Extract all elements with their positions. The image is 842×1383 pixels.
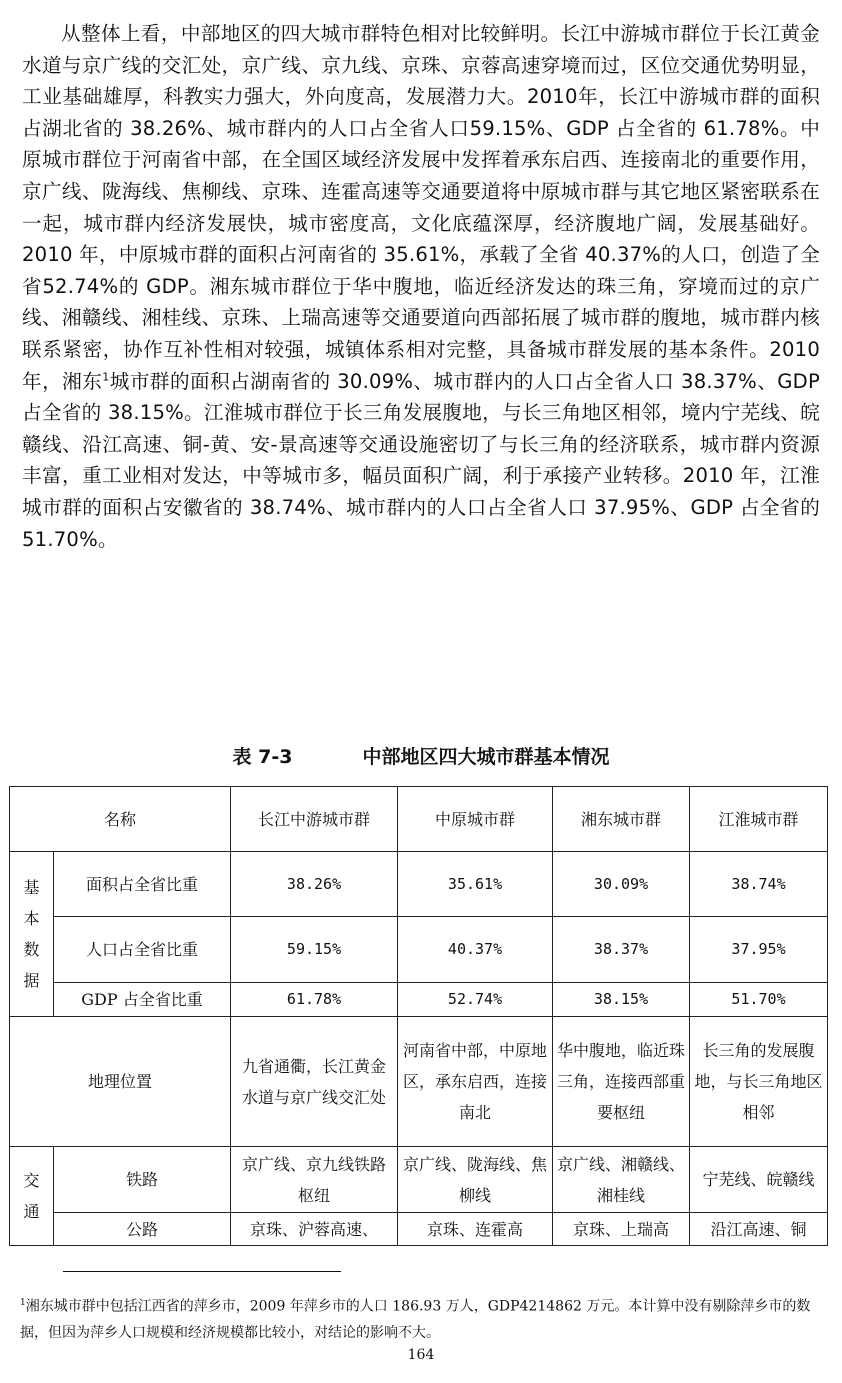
cell-value: 59.15% xyxy=(231,917,398,983)
paragraph-text-part2: 城市群的面积占湖南省的 30.09%、城市群内的人口占全省人口 38.37%、GDP 占全省的 38.15%。江淮城市群位于长三角发展腹地，与长三角地区相邻，境内宁芜线、皖赣线、沿江高速、铜-黄、安-景高速等交通设施密切了与长三角的经济联系，城市群内资源丰富，重工业相对发达，中等城市多，幅员面积广阔，利于承接产业转移。2010 年，江淮城市群的面积占安徽省的 38.74%、城市群内的人口占全省人口 37.95%、GDP 占全省的 51.70%。 xyxy=(22,369,820,551)
header-name-cell: 名称 xyxy=(10,787,231,852)
footnote xyxy=(20,1290,820,1346)
cell-value: 52.74% xyxy=(398,983,553,1017)
cell-value: 51.70% xyxy=(690,983,828,1017)
footnote-marker: 1 xyxy=(20,1298,26,1308)
table-row xyxy=(10,1213,828,1246)
cell-highway: 京珠、连霍高 xyxy=(398,1213,553,1246)
table-row xyxy=(10,1017,828,1147)
cell-value: 38.37% xyxy=(553,917,690,983)
footnote-divider xyxy=(63,1271,341,1272)
footnote-text: 湘东城市群中包括江西省的萍乡市，2009 年萍乡市的人口 186.93 万人，GDP4214862 万元。本计算中没有剔除萍乡市的数据，但因为萍乡人口规模和经济规模都比较小，对结论的影响不大。 xyxy=(20,1298,811,1341)
table-row xyxy=(10,917,828,983)
table-caption-title: 中部地区四大城市群基本情况 xyxy=(362,746,610,768)
row-label-gdp: GDP 占全省比重 xyxy=(54,983,231,1017)
page-number: 164 xyxy=(407,1347,435,1363)
header-col-zhongyuan: 中原城市群 xyxy=(398,787,553,852)
row-label-location: 地理位置 xyxy=(10,1017,231,1147)
cell-railway: 宁芜线、皖赣线 xyxy=(690,1147,828,1213)
table-header-row xyxy=(10,787,828,852)
cell-value: 38.26% xyxy=(231,852,398,917)
cell-location: 九省通衢，长江黄金水道与京广线交汇处 xyxy=(231,1017,398,1147)
cell-highway: 京珠、上瑞高 xyxy=(553,1213,690,1246)
table-row xyxy=(10,852,828,917)
city-cluster-table xyxy=(9,786,828,1246)
header-col-jianghuai: 江淮城市群 xyxy=(690,787,828,852)
cell-railway: 京广线、京九线铁路枢纽 xyxy=(231,1147,398,1213)
paragraph-text-part1: 从整体上看，中部地区的四大城市群特色相对比较鲜明。长江中游城市群位于长江黄金水道与京广线的交汇处，京广线、京九线、京珠、京蓉高速穿境而过，区位交通优势明显，工业基础雄厚，科教实力强大，外向度高，发展潜力大。2010年，长江中游城市群的面积占湖北省的 38.26%、城市群内的人口占全省人口59.15%、GDP 占全省的 61.78%。中原城市群位于河南省中部，在全国区域经济发展中发挥着承东启西、连接南北的重要作用，京广线、陇海线、焦柳线、京珠、连霍高速等交通要道将中原城市群与其它地区紧密联系在一起，城市群内经济发展快，城市密度高，文化底蕴深厚，经济腹地广阔，发展基础好。2010 年，中原城市群的面积占河南省的 35.61%，承载了全省 40.37%的人口，创造了全省52.74%的 GDP。湘东城市群位于华中腹地，临近经济发达的珠三角，穿境而过的京广线、湘赣线、湘桂线、京珠、上瑞高速等交通要道向西部拓展了城市群的腹地，城市群内核联系紧密，协作互补性相对较强，城镇体系相对完整，具备城市群发展的基本条件。2010 年，湘东 xyxy=(22,22,820,393)
cell-value: 38.15% xyxy=(553,983,690,1017)
cell-value: 61.78% xyxy=(231,983,398,1017)
cell-location: 河南省中部，中原地区，承东启西，连接南北 xyxy=(398,1017,553,1147)
cell-location: 华中腹地，临近珠三角，连接西部重要枢纽 xyxy=(553,1017,690,1147)
table-row xyxy=(10,983,828,1017)
cell-railway: 京广线、湘赣线、湘桂线 xyxy=(553,1147,690,1213)
cell-value: 35.61% xyxy=(398,852,553,917)
header-col-xiangdong: 湘东城市群 xyxy=(553,787,690,852)
cell-value: 30.09% xyxy=(553,852,690,917)
cell-value: 37.95% xyxy=(690,917,828,983)
cell-railway: 京广线、陇海线、焦柳线 xyxy=(398,1147,553,1213)
group-label-transport: 交通 xyxy=(10,1147,54,1246)
group-label-basic-data: 基本数据 xyxy=(10,852,54,1017)
cell-highway: 京珠、沪蓉高速、 xyxy=(231,1213,398,1246)
table-row xyxy=(10,1147,828,1213)
cell-highway: 沿江高速、铜 xyxy=(690,1213,828,1246)
row-label-population: 人口占全省比重 xyxy=(54,917,231,983)
body-paragraph xyxy=(22,18,820,555)
row-label-area: 面积占全省比重 xyxy=(54,852,231,917)
table-caption-number: 表 7-3 xyxy=(232,746,293,768)
cell-value: 38.74% xyxy=(690,852,828,917)
cell-value: 40.37% xyxy=(398,917,553,983)
row-label-railway: 铁路 xyxy=(54,1147,231,1213)
cell-location: 长三角的发展腹地，与长三角地区相邻 xyxy=(690,1017,828,1147)
header-col-changjiang: 长江中游城市群 xyxy=(231,787,398,852)
footnote-reference[interactable]: 1 xyxy=(102,370,110,383)
row-label-highway: 公路 xyxy=(54,1213,231,1246)
table-caption xyxy=(0,742,842,769)
